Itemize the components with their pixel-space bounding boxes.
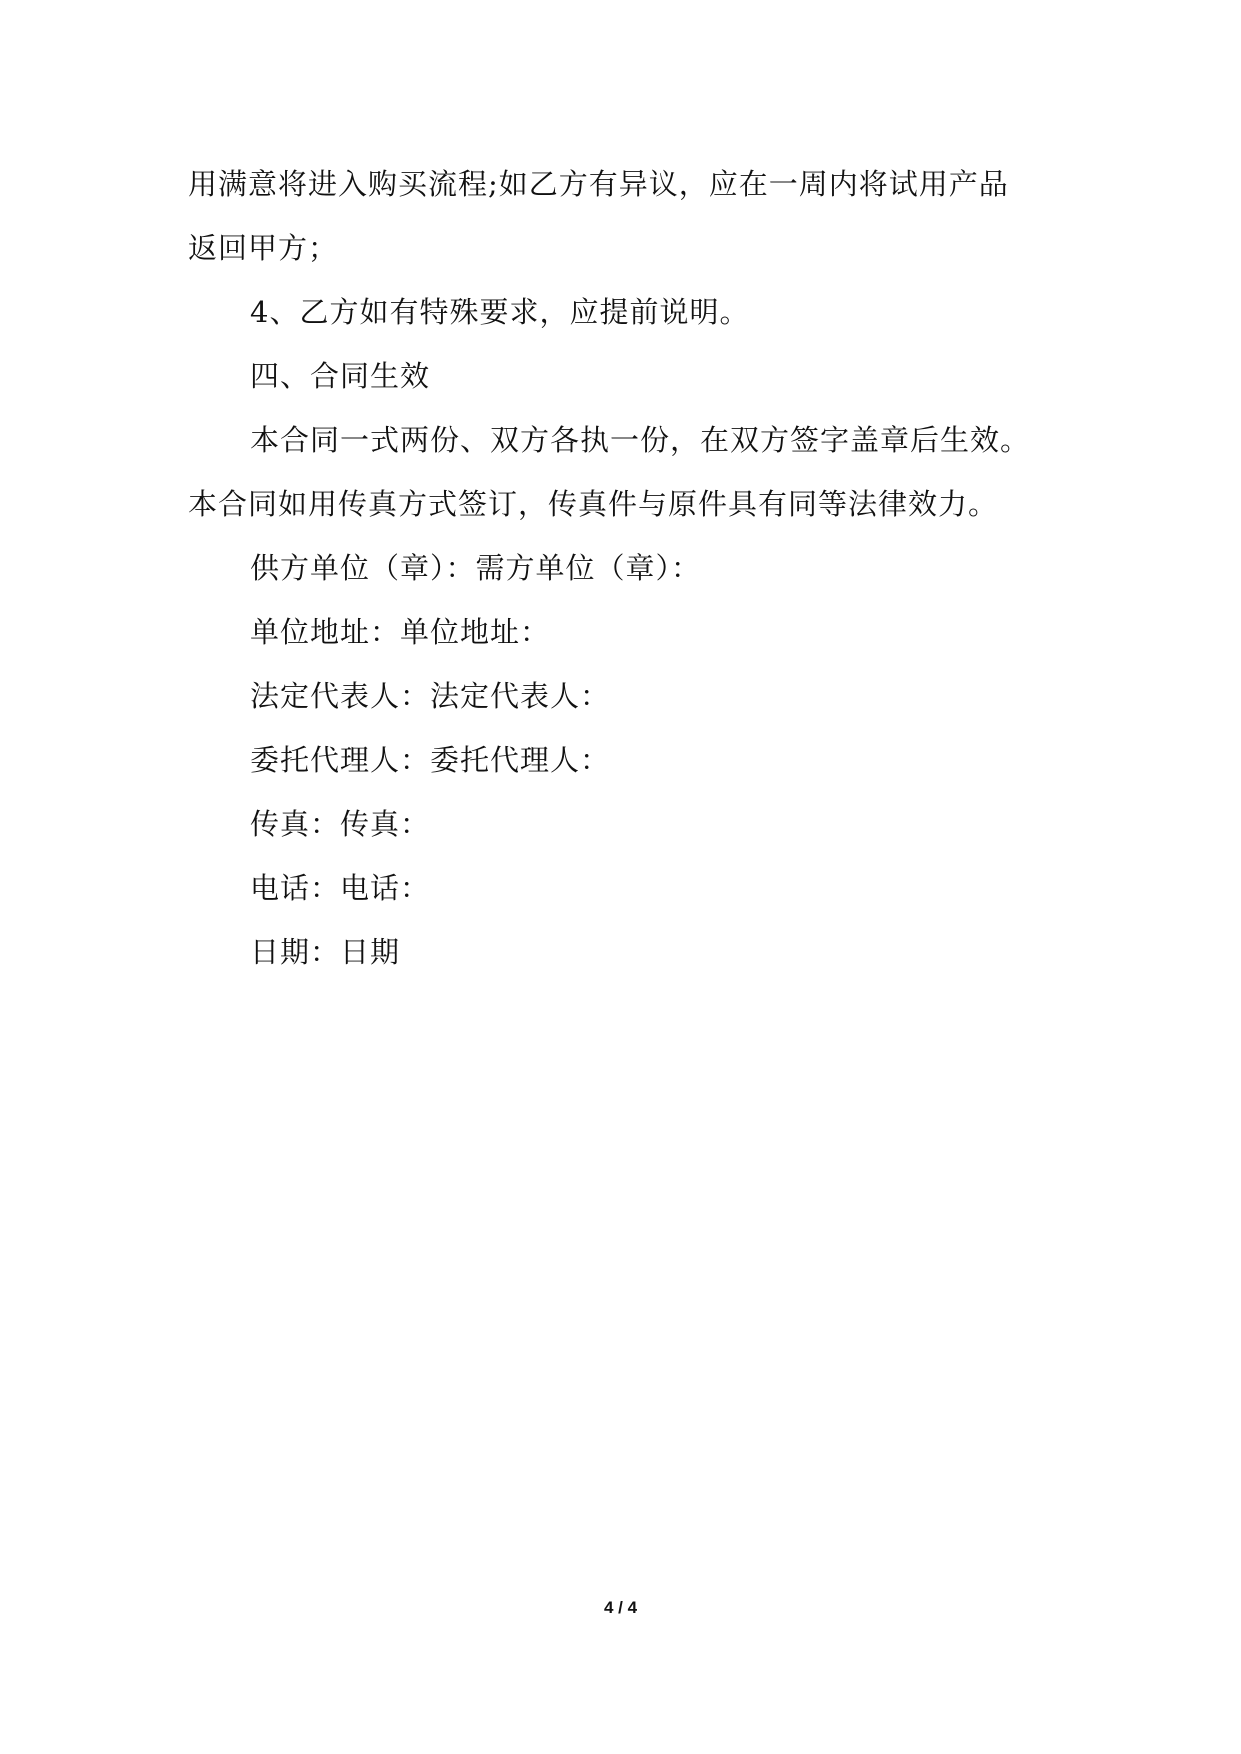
- signature-date-line: 日期：日期: [250, 935, 401, 969]
- signature-phone-line: 电话：电话：: [250, 871, 431, 905]
- paragraph-line: 本合同如用传真方式签订，传真件与原件具有同等法律效力。: [188, 487, 999, 521]
- paragraph-line: 用满意将进入购买流程;如乙方有异议，应在一周内将试用产品: [188, 167, 1009, 201]
- page-number: 4 / 4: [603, 1598, 638, 1617]
- paragraph-line: 本合同一式两份、双方各执一份，在双方签字盖章后生效。: [250, 423, 1031, 457]
- signature-unit-line: 供方单位（章）：需方单位（章）：: [250, 551, 702, 585]
- list-item-4: 4、乙方如有特殊要求，应提前说明。: [250, 295, 750, 329]
- signature-agent-line: 委托代理人：委托代理人：: [250, 743, 611, 777]
- section-heading: 四、合同生效: [250, 359, 431, 393]
- signature-legal-rep-line: 法定代表人：法定代表人：: [250, 679, 611, 713]
- signature-address-line: 单位地址：单位地址：: [250, 615, 551, 649]
- signature-fax-line: 传真：传真：: [250, 807, 431, 841]
- paragraph-line: 返回甲方；: [188, 231, 339, 265]
